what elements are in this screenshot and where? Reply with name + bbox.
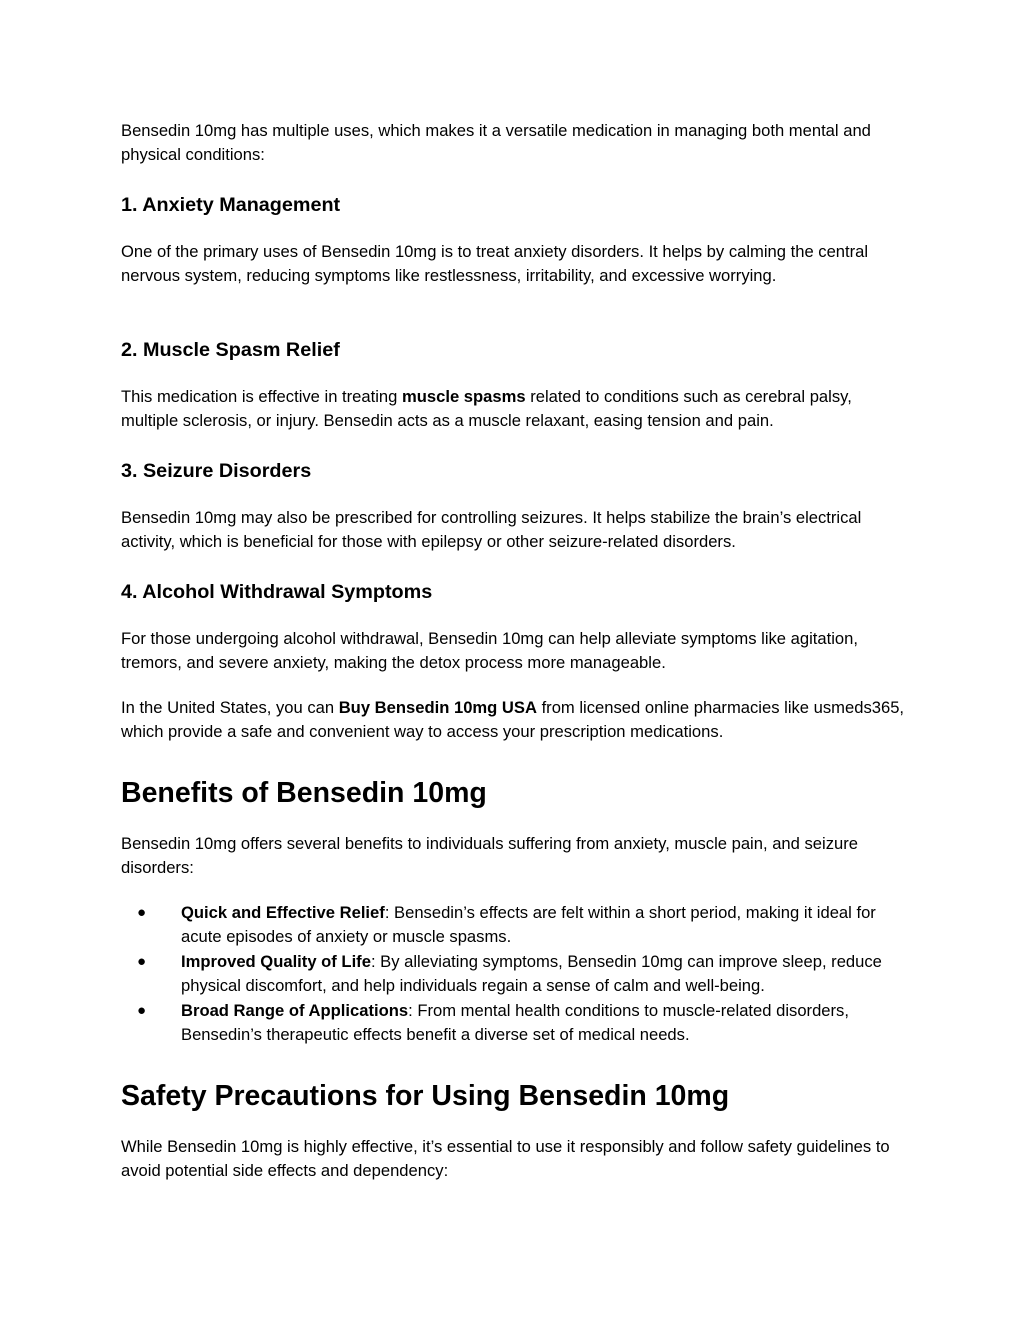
heading-muscle-spasm-relief: 2. Muscle Spasm Relief: [121, 339, 340, 361]
benefit-title: Improved Quality of Life: [181, 951, 371, 971]
benefit-title: Broad Range of Applications: [181, 1000, 409, 1020]
paragraph-benefits-intro: Bensedin 10mg offers several benefits to individuals suffering from anxiety, muscle pain, and seizure disorders:: [121, 834, 858, 878]
paragraph-seizure-disorders: Bensedin 10mg may also be prescribed for controlling seizures. It helps stabilize the brain’s electrical activity, which is beneficial for those with epilepsy or other seizure-related disorders.: [121, 508, 862, 552]
benefits-list: [121, 901, 911, 1047]
usa-text-after: from licensed online pharmacies like usmeds365, which provide a safe and convenient way to access your prescription medications.: [121, 698, 905, 742]
list-item: [121, 950, 911, 999]
muscle-text-before: This medication is effective in treating: [121, 387, 402, 406]
heading-safety-precautions: Safety Precautions for Using Bensedin 10mg: [121, 1080, 730, 1112]
buy-bensedin-usa-bold: Buy Bensedin 10mg USA: [338, 698, 537, 717]
heading-seizure-disorders: 3. Seizure Disorders: [121, 460, 312, 482]
heading-anxiety-management: 1. Anxiety Management: [121, 194, 341, 216]
muscle-spasms-bold: muscle spasms: [402, 387, 526, 406]
bullet-icon: ●: [137, 904, 147, 921]
paragraph-alcohol-withdrawal: For those undergoing alcohol withdrawal, Bensedin 10mg can help alleviate symptoms like agitation, tremors, and severe anxiety, making the detox process more manageable.: [121, 629, 858, 673]
paragraph-anxiety-management: One of the primary uses of Bensedin 10mg is to treat anxiety disorders. It helps by calming the central nervous system, reducing symptoms like restlessness, irritability, and excessive worrying.: [121, 242, 869, 286]
intro-paragraph: Bensedin 10mg has multiple uses, which makes it a versatile medication in managing both mental and physical conditions:: [121, 121, 871, 165]
heading-benefits: Benefits of Bensedin 10mg: [121, 777, 487, 809]
benefit-text: : Bensedin’s effects are felt within a short period, making it ideal for acute episodes of anxiety or muscle spasms.: [181, 903, 876, 947]
benefit-text: : From mental health conditions to muscle-related disorders, Bensedin’s therapeutic effects benefit a diverse set of medical needs.: [181, 1000, 849, 1045]
muscle-text-after: related to conditions such as cerebral palsy, multiple sclerosis, or injury. Bensedin acts as a muscle relaxant, easing tension and pain.: [121, 387, 852, 431]
benefit-title: Quick and Effective Relief: [181, 903, 385, 922]
paragraph-muscle-spasm-relief: [121, 385, 911, 434]
usa-text-before: In the United States, you can: [121, 698, 339, 717]
heading-alcohol-withdrawal: 4. Alcohol Withdrawal Symptoms: [121, 581, 433, 603]
list-item: [121, 999, 911, 1048]
benefit-text: : By alleviating symptoms, Bensedin 10mg can improve sleep, reduce physical discomfort, and help individuals regain a sense of calm and well-being.: [181, 951, 882, 996]
paragraph-buy-usa: [121, 696, 911, 745]
paragraph-safety-intro: While Bensedin 10mg is highly effective, it’s essential to use it responsibly and follow safety guidelines to avoid potential side effects and dependency:: [121, 1137, 890, 1181]
bullet-icon: ●: [137, 1001, 147, 1019]
list-item: [121, 901, 911, 950]
bullet-icon: ●: [137, 952, 147, 970]
